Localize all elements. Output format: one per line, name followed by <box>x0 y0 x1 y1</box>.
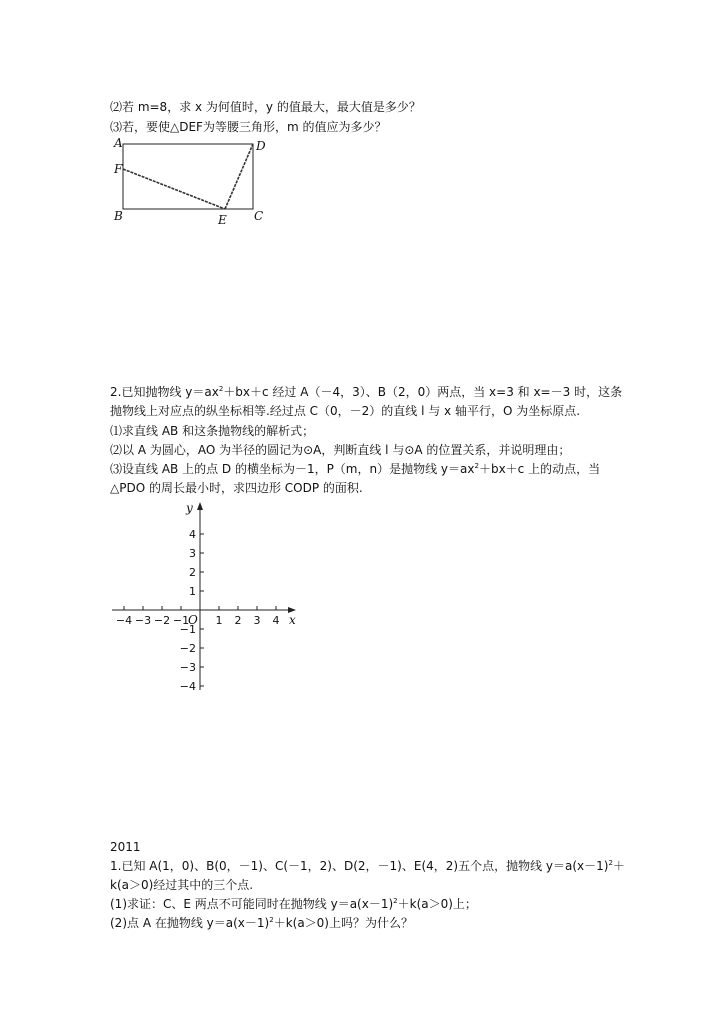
y-tick-label: −3 <box>179 661 196 674</box>
problem-2-stem-line-1: 2.已知抛物线 $y=ax^2+bx+c$ 经过 A（－4，3）、B（2，0）两点，当 x=3 和 x=－3 时，这条 <box>110 385 623 399</box>
problem-2011-1-line-2: k(a＞0)经过其中的三个点. <box>110 878 254 892</box>
x-tick-label: −1 <box>172 614 190 627</box>
problem-2-question-3-cont: △PDO 的周长最小时，求四边形 CODP 的面积. <box>110 481 363 495</box>
problem-2-question-3: ⑶设直线 AB 上的点 D 的横坐标为－1，P（m，n）是抛物线 $y=ax^2+bx+c$ 上的动点，当 <box>110 462 601 476</box>
segment-ed <box>225 144 253 209</box>
rectangle-abcd <box>123 144 253 209</box>
y-tick-label: −4 <box>179 680 196 693</box>
label-f: F <box>114 162 123 176</box>
y-axis-label: y <box>186 501 193 515</box>
x-tick-label: −2 <box>153 614 171 627</box>
origin-label: O <box>188 613 198 627</box>
question-2-text: ⑵若 m=8，求 x 为何值时，y 的值最大，最大值是多少？ <box>110 100 421 114</box>
problem-2011-1-line-1: 1.已知 A(1，0)、B(0，－1)、C(－1，2)、D(2，－1)、E(4，2)五个点，抛物线 $y=a(x-1)^2+$ <box>110 859 625 873</box>
y-tick-label: −1 <box>179 623 196 636</box>
y-tick-label: −2 <box>179 642 196 655</box>
y-axis-arrow <box>197 502 203 510</box>
x-tick-label: 4 <box>272 614 280 627</box>
x-tick-label: −3 <box>134 614 152 627</box>
label-a: A <box>114 136 123 150</box>
section-year: 2011 <box>110 840 141 854</box>
y-tick-label: 1 <box>189 585 196 598</box>
y-tick-label: 4 <box>189 528 196 541</box>
problem-2-stem-line-2: 抛物线上对应点的纵坐标相等.经过点 C（0，－2）的直线 l 与 x 轴平行，O 为坐标原点. <box>110 404 581 418</box>
problem-2-question-2: ⑵以 A 为圆心，AO 为半径的圆记为⊙A，判断直线 l 与⊙A 的位置关系，并说明理由； <box>110 443 571 457</box>
x-tick-label: 2 <box>234 614 242 627</box>
label-e: E <box>218 213 227 227</box>
x-tick-label: 3 <box>253 614 261 627</box>
question-3-text: ⑶若，要使△DEF为等腰三角形，m 的值应为多少？ <box>110 120 387 134</box>
problem-2011-question-1: (1)求证：C、E 两点不可能同时在抛物线 $y=a(x-1)^2+k(a>0)$上； <box>110 897 477 911</box>
problem-2011-question-2: (2)点 A 在抛物线 $y=a(x-1)^2+k(a>0)$上吗？为什么？ <box>110 916 413 930</box>
x-tick-label: 1 <box>215 614 223 627</box>
label-c: C <box>254 209 264 223</box>
y-tick-label: 2 <box>189 566 196 579</box>
segment-fe <box>123 169 225 209</box>
x-axis-arrow <box>288 607 296 613</box>
label-b: B <box>114 209 123 223</box>
problem-2-question-1: ⑴求直线 AB 和这条抛物线的解析式； <box>110 424 315 438</box>
x-tick-label: −4 <box>115 614 133 627</box>
y-tick-label: 3 <box>189 547 196 560</box>
x-axis-label: x <box>289 613 296 627</box>
label-d: D <box>256 139 266 153</box>
